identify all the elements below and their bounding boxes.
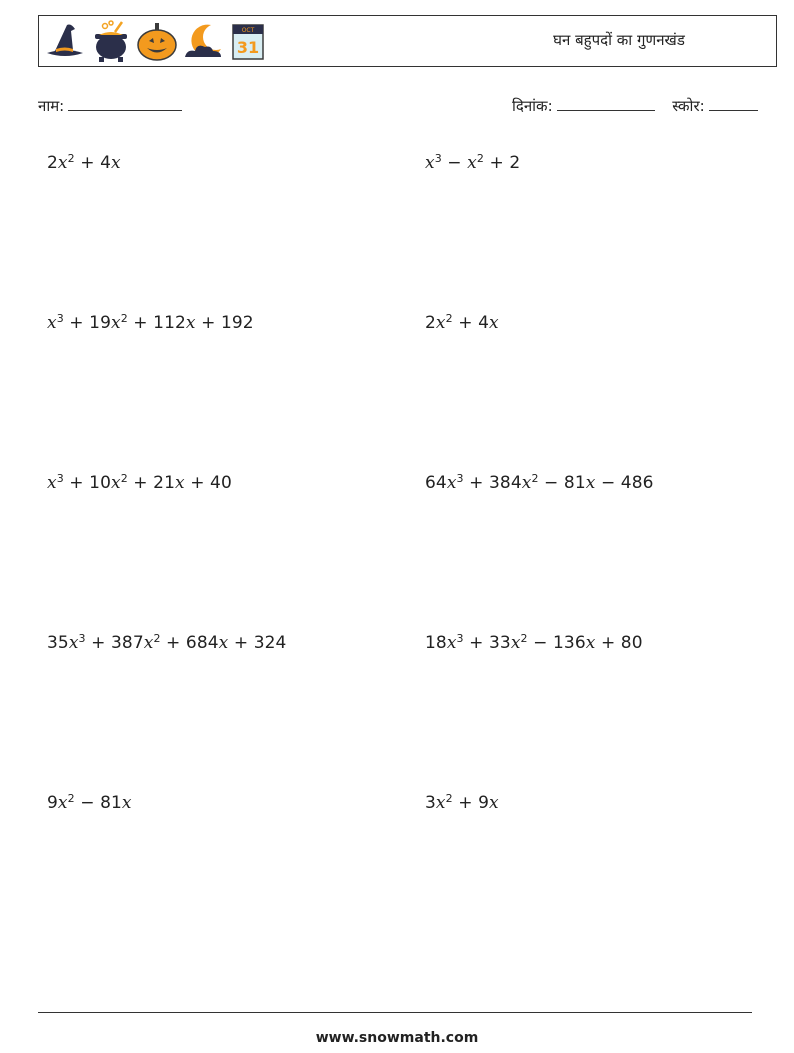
coefficient: 2 [425, 313, 436, 333]
coefficient: 486 [620, 473, 654, 493]
problem-5 [47, 473, 232, 493]
variable: x [446, 633, 457, 653]
operator: − [441, 153, 468, 173]
name-line [68, 98, 182, 111]
exponent: 3 [56, 472, 64, 485]
operator: + [127, 473, 154, 493]
coefficient: 684 [185, 633, 219, 653]
exponent: 2 [153, 632, 161, 645]
variable: x [111, 473, 121, 493]
coefficient: 21 [153, 473, 175, 493]
coefficient: 2 [47, 153, 58, 173]
problem-4 [425, 313, 499, 333]
pumpkin-icon [135, 19, 179, 63]
operator: + [184, 473, 211, 493]
variable: x [585, 633, 596, 653]
score-label: स्कोर: [672, 97, 705, 115]
operator: − [595, 473, 621, 493]
coefficient: 4 [478, 313, 489, 333]
variable: x [467, 153, 477, 173]
variable: x [218, 633, 229, 653]
coefficient: 2 [509, 153, 521, 173]
exponent: 2 [445, 312, 453, 325]
problem-7 [47, 633, 286, 653]
problem-9 [47, 793, 132, 813]
coefficient: 324 [253, 633, 287, 653]
variable: x [435, 313, 446, 333]
variable: x [435, 793, 446, 813]
variable: x [585, 473, 596, 493]
operator: + [483, 153, 510, 173]
variable: x [175, 473, 185, 493]
worksheet-header [38, 15, 777, 67]
date-line [557, 98, 655, 111]
coefficient: 81 [563, 473, 586, 493]
operator: + [160, 633, 186, 653]
variable: x [57, 153, 68, 173]
operator: + [195, 313, 221, 333]
svg-text:OCT: OCT [241, 27, 255, 34]
coefficient: 112 [153, 313, 186, 333]
operator: + [127, 313, 154, 333]
coefficient: 81 [100, 793, 122, 813]
variable: x [57, 793, 68, 813]
name-label: नाम: [38, 97, 65, 115]
moon-cloud-icon [181, 19, 225, 63]
exponent: 2 [520, 632, 528, 645]
variable: x [47, 473, 57, 493]
coefficient: 35 [47, 633, 69, 653]
coefficient: 80 [620, 633, 643, 653]
exponent: 3 [456, 472, 464, 485]
operator: + [63, 473, 90, 493]
coefficient: 64 [425, 473, 447, 493]
problem-10 [425, 793, 499, 813]
exponent: 3 [434, 152, 442, 165]
variable: x [510, 633, 521, 653]
operator: − [538, 473, 564, 493]
exponent: 3 [78, 632, 86, 645]
operator: + [452, 793, 479, 813]
sheet-title: घन बहुपदों का गुणनखंड [553, 31, 685, 49]
coefficient: 40 [210, 473, 232, 493]
variable: x [111, 153, 121, 173]
variable: x [489, 313, 499, 333]
variable: x [446, 473, 457, 493]
footer-divider [38, 1012, 752, 1013]
exponent: 3 [56, 312, 64, 325]
variable: x [425, 153, 435, 173]
coefficient: 192 [220, 313, 254, 333]
problem-2 [425, 153, 520, 173]
operator: + [85, 633, 111, 653]
coefficient: 10 [89, 473, 111, 493]
variable: x [489, 793, 499, 813]
coefficient: 19 [89, 313, 111, 333]
variable: x [521, 473, 532, 493]
operator: + [452, 313, 479, 333]
score-line [709, 98, 758, 111]
coefficient: 9 [478, 793, 489, 813]
operator: + [63, 313, 90, 333]
exponent: 2 [531, 472, 539, 485]
variable: x [185, 313, 196, 333]
header-icons [43, 19, 271, 63]
exponent: 2 [67, 792, 75, 805]
operator: + [228, 633, 254, 653]
name-field [38, 96, 182, 116]
footer-site: www.snowmath.com [315, 1030, 479, 1046]
variable: x [47, 313, 57, 333]
problem-1 [47, 153, 121, 173]
coefficient: 3 [425, 793, 436, 813]
variable: x [68, 633, 79, 653]
problem-6 [425, 473, 654, 493]
variable: x [143, 633, 154, 653]
coefficient: 387 [111, 633, 144, 653]
operator: + [463, 633, 489, 653]
problem-8 [425, 633, 643, 653]
operator: − [74, 793, 101, 813]
exponent: 2 [445, 792, 453, 805]
date-score-field [512, 96, 758, 116]
exponent: 3 [456, 632, 464, 645]
operator: + [595, 633, 621, 653]
coefficient: 136 [553, 633, 586, 653]
coefficient: 9 [47, 793, 58, 813]
coefficient: 33 [489, 633, 511, 653]
operator: + [463, 473, 489, 493]
problem-3 [47, 313, 254, 333]
date-label: दिनांक: [512, 97, 553, 115]
exponent: 2 [476, 152, 484, 165]
calendar-icon [227, 19, 271, 63]
svg-text:31: 31 [236, 38, 260, 57]
exponent: 2 [120, 312, 128, 325]
operator: − [527, 633, 553, 653]
variable: x [111, 313, 121, 333]
coefficient: 4 [100, 153, 111, 173]
coefficient: 18 [425, 633, 447, 653]
cauldron-icon [89, 19, 133, 63]
operator: + [74, 153, 101, 173]
exponent: 2 [67, 152, 75, 165]
coefficient: 384 [489, 473, 522, 493]
variable: x [121, 793, 132, 813]
exponent: 2 [120, 472, 128, 485]
witch-hat-icon [43, 19, 87, 63]
